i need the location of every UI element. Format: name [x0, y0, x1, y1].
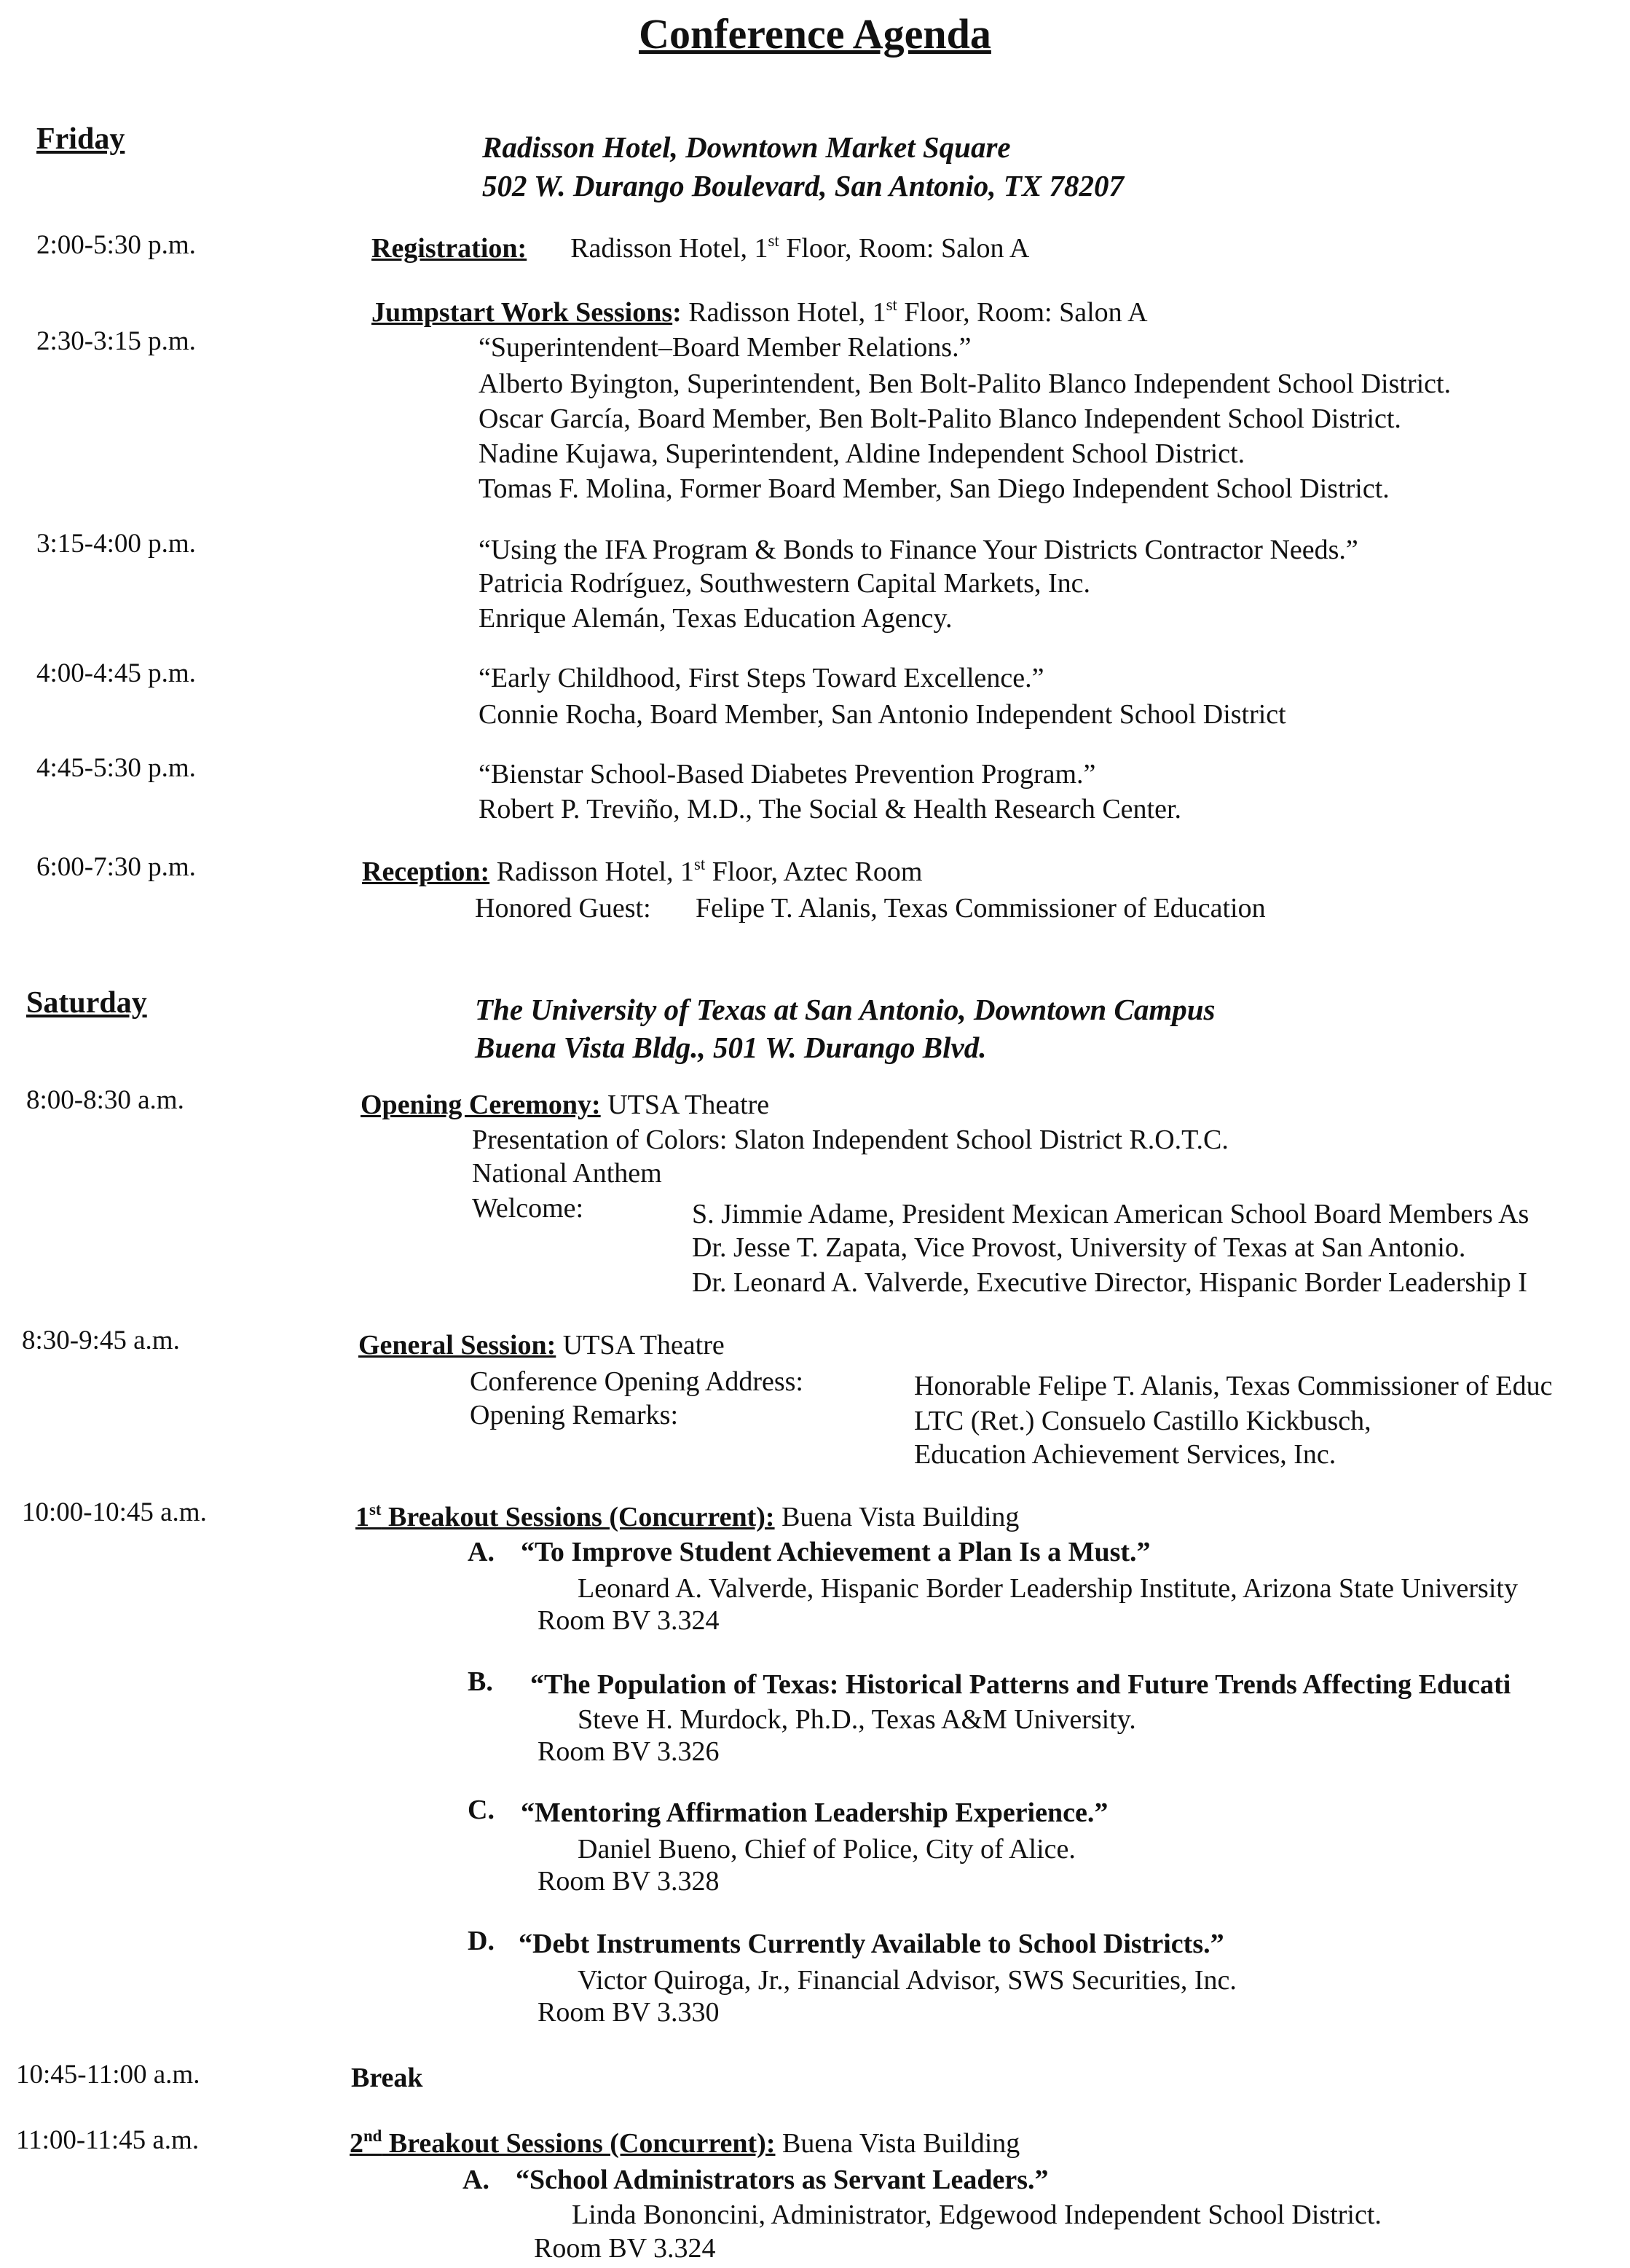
- day-heading-saturday: Saturday: [26, 986, 147, 1020]
- general-session-place: UTSA Theatre: [562, 1330, 725, 1361]
- national-anthem: National Anthem: [472, 1158, 662, 1189]
- breakout-1-place: Buena Vista Building: [781, 1502, 1020, 1532]
- breakout-2-item-room: Room BV 3.324: [534, 2233, 716, 2264]
- breakout-1-item-title: “Mentoring Affirmation Leadership Experience.”: [521, 1798, 1109, 1828]
- opening-address-label: Conference Opening Address:: [470, 1366, 803, 1397]
- friday-venue-name: Radisson Hotel, Downtown Market Square: [482, 130, 1011, 164]
- breakout-1-label: 1st Breakout Sessions (Concurrent):: [355, 1500, 775, 1532]
- time-registration: 2:00-5:30 p.m.: [36, 230, 196, 260]
- jumpstart-location: Radisson Hotel, 1st Floor, Room: Salon A: [681, 296, 1148, 328]
- opening-ceremony-row: [361, 1091, 769, 1119]
- breakout-1-item-title: “The Population of Texas: Historical Patterns and Future Trends Affecting Educati: [530, 1669, 1511, 1700]
- registration-label: Registration:: [371, 233, 527, 264]
- reception-row: [362, 855, 923, 887]
- registration-location: Radisson Hotel, 1st Floor, Room: Salon A: [570, 232, 1030, 264]
- general-session-row: [358, 1331, 725, 1359]
- breakout-1-item-room: Room BV 3.326: [538, 1736, 720, 1767]
- opening-address-speaker: Honorable Felipe T. Alanis, Texas Commissioner of Educ: [914, 1371, 1553, 1401]
- session-4-speaker: Robert P. Treviño, M.D., The Social & Health Research Center.: [479, 794, 1182, 824]
- jumpstart-row: Jumpstart Work Sessions: Radisson Hotel, 1st Floor, Room: Salon A: [371, 296, 1148, 328]
- day-heading-friday: Friday: [36, 122, 125, 156]
- time-general-session: 8:30-9:45 a.m.: [22, 1326, 180, 1355]
- time-break: 10:45-11:00 a.m.: [16, 2060, 200, 2090]
- session-1-speaker: Oscar García, Board Member, Ben Bolt-Palito Blanco Independent School District.: [479, 403, 1401, 434]
- breakout-1-item-letter: B.: [468, 1666, 493, 1697]
- breakout-2-item-title: “School Administrators as Servant Leaders.”: [516, 2165, 1049, 2195]
- opening-remarks-affiliation: Education Achievement Services, Inc.: [914, 1439, 1336, 1470]
- breakout-1-item-title: “Debt Instruments Currently Available to School Districts.”: [519, 1929, 1224, 1959]
- time-session-2: 3:15-4:00 p.m.: [36, 529, 196, 559]
- saturday-venue-name: The University of Texas at San Antonio, Downtown Campus: [475, 993, 1216, 1026]
- time-session-3: 4:00-4:45 p.m.: [36, 658, 196, 688]
- breakout-2-item-letter: A.: [462, 2165, 489, 2195]
- session-3-speaker: Connie Rocha, Board Member, San Antonio Independent School District: [479, 699, 1286, 730]
- welcome-speaker: Dr. Jesse T. Zapata, Vice Provost, University of Texas at San Antonio.: [692, 1232, 1466, 1263]
- session-1-title: “Superintendent–Board Member Relations.”: [479, 332, 972, 363]
- breakout-2-place: Buena Vista Building: [781, 2128, 1020, 2159]
- time-session-4: 4:45-5:30 p.m.: [36, 753, 196, 783]
- breakout-1-item-letter: C.: [468, 1795, 495, 1825]
- registration-row: [371, 232, 1030, 264]
- opening-ceremony-place: UTSA Theatre: [607, 1090, 770, 1120]
- opening-ceremony-label: Opening Ceremony:: [361, 1090, 601, 1120]
- time-breakout-2: 11:00-11:45 a.m.: [16, 2125, 200, 2155]
- friday-venue-address: 502 W. Durango Boulevard, San Antonio, TX 78207: [482, 169, 1124, 202]
- breakout-2-row: [350, 2127, 1020, 2159]
- breakout-1-row: [355, 1500, 1020, 1532]
- jumpstart-label: Jumpstart Work Sessions: [371, 297, 673, 328]
- time-session-1: 2:30-3:15 p.m.: [36, 326, 196, 356]
- break-label: Break: [351, 2063, 423, 2093]
- breakout-2-label: 2nd Breakout Sessions (Concurrent):: [350, 2127, 776, 2159]
- session-1-speaker: Nadine Kujawa, Superintendent, Aldine Independent School District.: [479, 438, 1245, 469]
- session-1-speaker: Tomas F. Molina, Former Board Member, San Diego Independent School District.: [479, 473, 1390, 504]
- saturday-venue-address: Buena Vista Bldg., 501 W. Durango Blvd.: [475, 1031, 987, 1064]
- honored-guest: Felipe T. Alanis, Texas Commissioner of Education: [696, 893, 1266, 924]
- breakout-1-item-title: “To Improve Student Achievement a Plan Is a Must.”: [521, 1537, 1151, 1567]
- session-4-title: “Bienstar School-Based Diabetes Prevention Program.”: [479, 759, 1096, 790]
- time-opening-ceremony: 8:00-8:30 a.m.: [26, 1085, 184, 1115]
- page-title: Conference Agenda: [639, 10, 991, 58]
- breakout-1-item-letter: D.: [468, 1926, 495, 1956]
- breakout-1-item-speaker: Daniel Bueno, Chief of Police, City of Alice.: [578, 1834, 1076, 1865]
- presentation-of-colors: Presentation of Colors: Slaton Independent School District R.O.T.C.: [472, 1125, 1229, 1155]
- welcome-speaker: S. Jimmie Adame, President Mexican American School Board Members As: [692, 1199, 1529, 1229]
- session-3-title: “Early Childhood, First Steps Toward Excellence.”: [479, 663, 1044, 693]
- honored-guest-label: Honored Guest:: [475, 893, 651, 924]
- breakout-1-item-room: Room BV 3.330: [538, 1997, 720, 2028]
- breakout-1-item-room: Room BV 3.328: [538, 1866, 720, 1897]
- breakout-2-item-speaker: Linda Bononcini, Administrator, Edgewood Independent School District.: [572, 2200, 1382, 2230]
- session-2-speaker: Patricia Rodríguez, Southwestern Capital Markets, Inc.: [479, 568, 1091, 599]
- time-reception: 6:00-7:30 p.m.: [36, 852, 196, 882]
- opening-remarks-speaker: LTC (Ret.) Consuelo Castillo Kickbusch,: [914, 1406, 1371, 1436]
- breakout-1-item-room: Room BV 3.324: [538, 1605, 720, 1636]
- time-breakout-1: 10:00-10:45 a.m.: [22, 1497, 207, 1527]
- session-2-title: “Using the IFA Program & Bonds to Finance Your Districts Contractor Needs.”: [479, 535, 1358, 565]
- welcome-speaker: Dr. Leonard A. Valverde, Executive Director, Hispanic Border Leadership I: [692, 1267, 1527, 1298]
- session-1-speaker: Alberto Byington, Superintendent, Ben Bolt-Palito Blanco Independent School District.: [479, 369, 1452, 399]
- breakout-1-item-speaker: Steve H. Murdock, Ph.D., Texas A&M University.: [578, 1704, 1136, 1735]
- session-2-speaker: Enrique Alemán, Texas Education Agency.: [479, 603, 953, 634]
- breakout-1-item-letter: A.: [468, 1537, 495, 1567]
- breakout-1-item-speaker: Leonard A. Valverde, Hispanic Border Leadership Institute, Arizona State University: [578, 1573, 1518, 1604]
- breakout-1-item-speaker: Victor Quiroga, Jr., Financial Advisor, SWS Securities, Inc.: [578, 1965, 1237, 1996]
- reception-location: Radisson Hotel, 1st Floor, Aztec Room: [489, 855, 923, 887]
- general-session-label: General Session:: [358, 1330, 556, 1361]
- opening-remarks-label: Opening Remarks:: [470, 1400, 679, 1430]
- welcome-label: Welcome:: [472, 1193, 584, 1224]
- reception-label: Reception:: [362, 857, 490, 887]
